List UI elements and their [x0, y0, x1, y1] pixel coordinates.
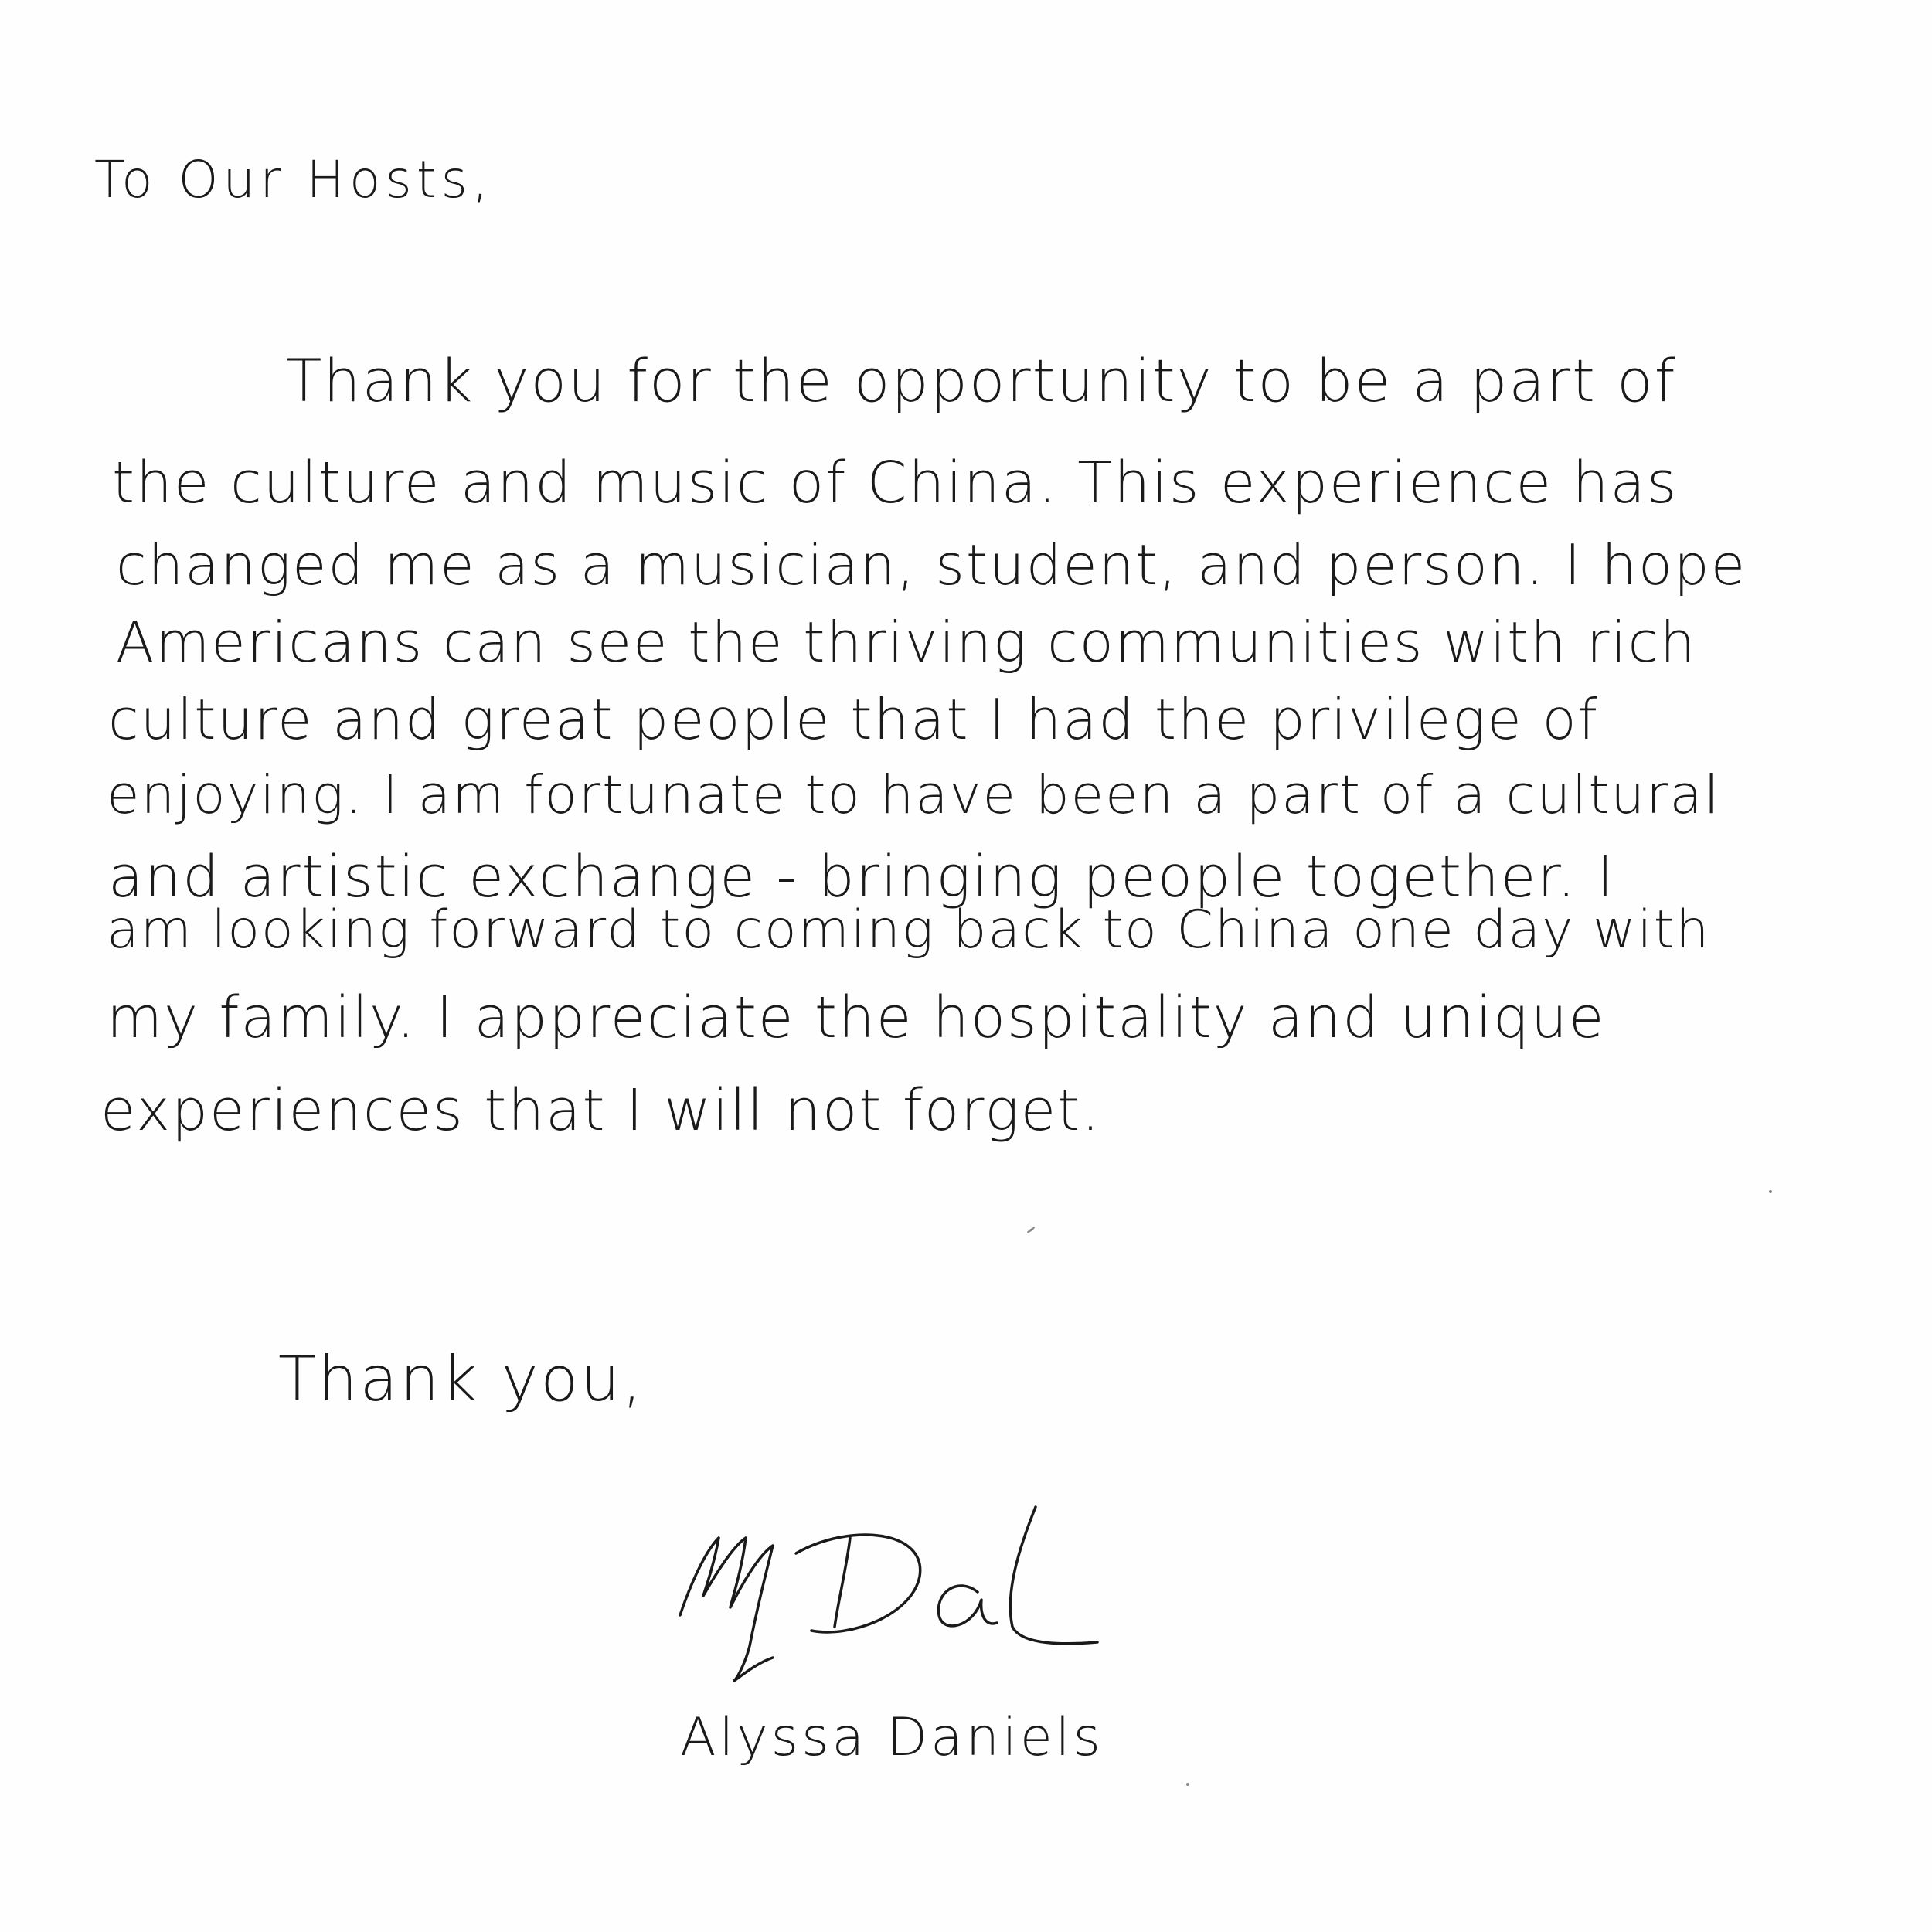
body-line: my family. I appreciate the hospitality and unique [107, 985, 1606, 1051]
body-line: experiences that I will not forget. [100, 1077, 1101, 1144]
body-line: Thank you for the opportunity to be a part of [286, 346, 1677, 415]
body-line: am looking forward to coming back to China one day with [107, 900, 1711, 961]
body-line: culture and great people that I had the privilege of [108, 687, 1599, 752]
body-line: enjoying. I am fortunate to have been a part of a cultural [107, 764, 1720, 826]
paper-speck [1186, 1783, 1189, 1786]
body-line: and artistic exchange - bringing people together. I [108, 844, 1615, 910]
closing: Thank you, [278, 1343, 645, 1415]
paper-speck [1769, 1190, 1772, 1193]
body-line: changed me as a musician, student, and person. I hope [116, 532, 1747, 597]
printed-name: Alyssa Daniels [680, 1707, 1104, 1768]
signature-image [672, 1492, 1105, 1685]
body-line: the culture and music of China. This experience has [112, 450, 1679, 516]
salutation: To Our Hosts, [94, 150, 493, 209]
body-line: Americans can see the thriving communities with rich [116, 610, 1697, 675]
paper-speck [1026, 1226, 1036, 1233]
